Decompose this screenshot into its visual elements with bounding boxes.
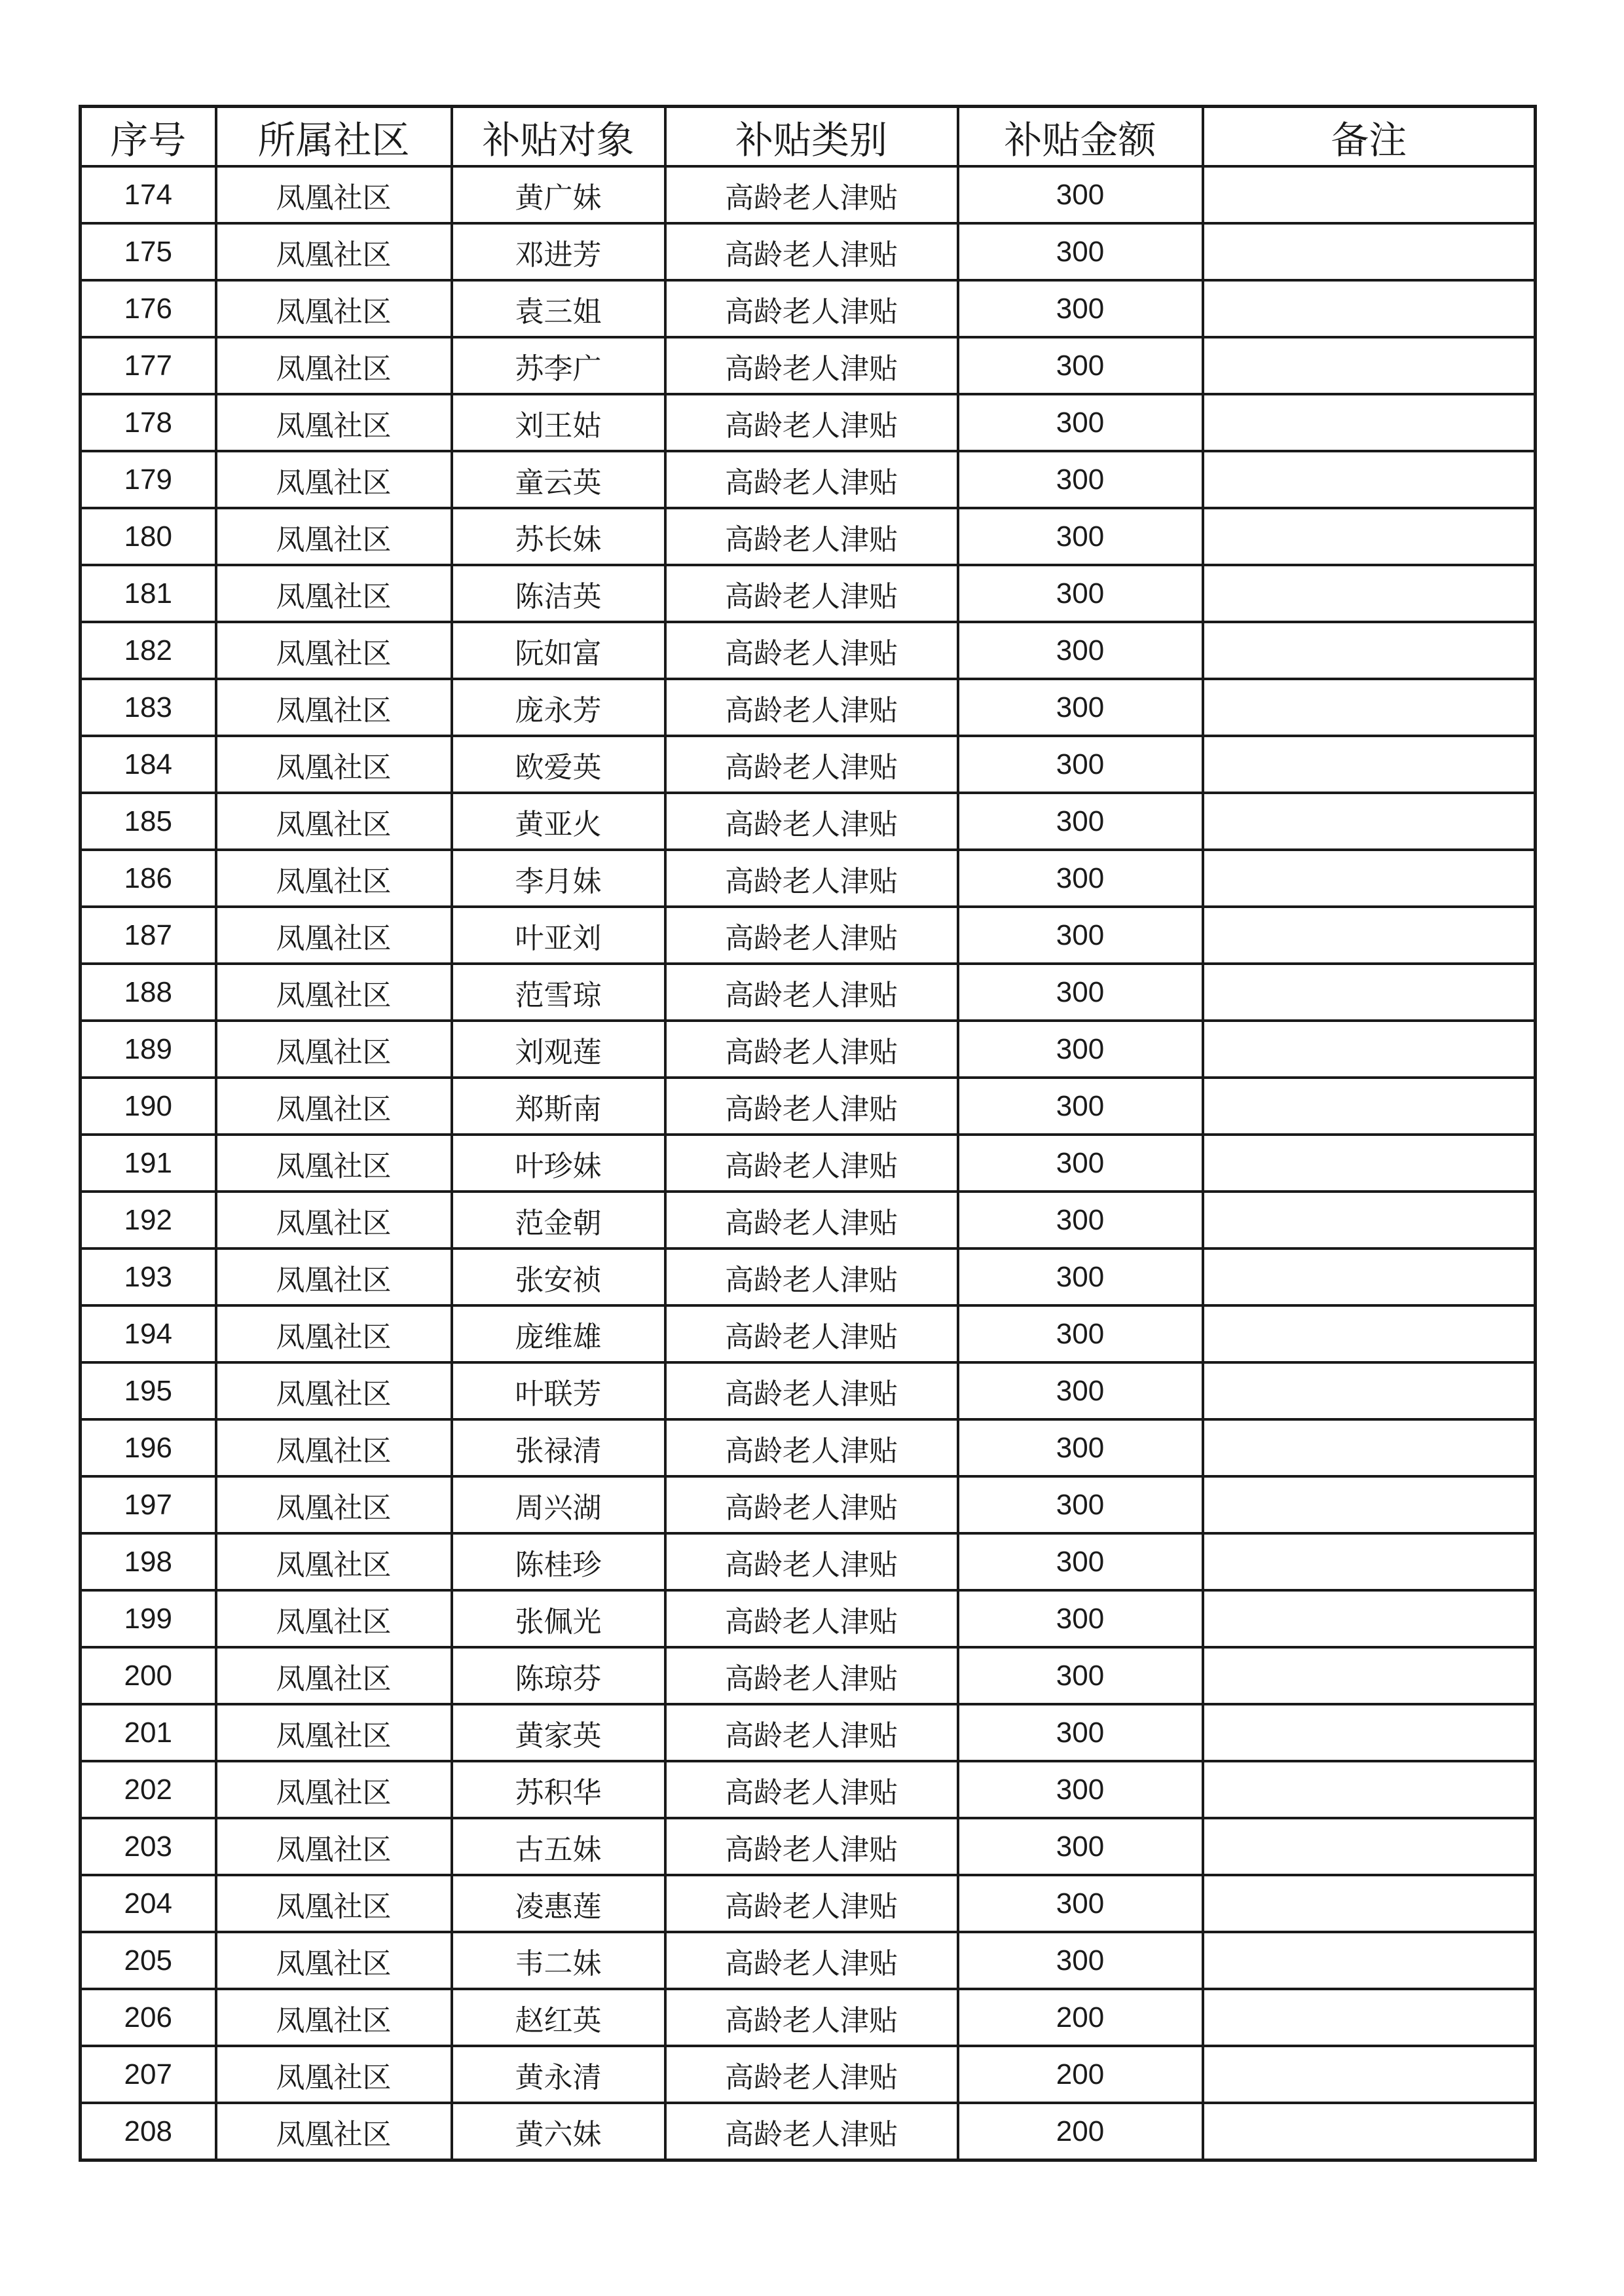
cell-category: 高龄老人津贴: [665, 679, 958, 736]
cell-recipient: 黄家英: [452, 1704, 665, 1761]
table-row: [81, 1647, 1536, 1704]
cell-note: [1203, 508, 1536, 565]
cell-serial-number: 208: [81, 2103, 216, 2160]
table-row: [81, 793, 1536, 850]
cell-amount: 300: [958, 1761, 1203, 1818]
table-header: [81, 107, 1536, 167]
cell-recipient: 赵红英: [452, 1989, 665, 2046]
cell-note: [1203, 793, 1536, 850]
cell-amount: 300: [958, 679, 1203, 736]
table-row: [81, 223, 1536, 280]
cell-recipient: 袁三姐: [452, 280, 665, 337]
cell-amount: 300: [958, 1419, 1203, 1476]
cell-serial-number: 184: [81, 736, 216, 793]
cell-note: [1203, 166, 1536, 223]
cell-community: 凤凰社区: [216, 1362, 452, 1419]
cell-category: 高龄老人津贴: [665, 1362, 958, 1419]
table-row: [81, 166, 1536, 223]
table-row: [81, 679, 1536, 736]
cell-recipient: 郑斯南: [452, 1078, 665, 1135]
cell-serial-number: 205: [81, 1932, 216, 1989]
table-row: [81, 2046, 1536, 2103]
cell-note: [1203, 907, 1536, 964]
cell-recipient: 叶亚刘: [452, 907, 665, 964]
cell-serial-number: 175: [81, 223, 216, 280]
cell-category: 高龄老人津贴: [665, 1305, 958, 1362]
cell-note: [1203, 2046, 1536, 2103]
cell-serial-number: 201: [81, 1704, 216, 1761]
table-row: [81, 508, 1536, 565]
cell-amount: 200: [958, 2046, 1203, 2103]
cell-note: [1203, 1078, 1536, 1135]
cell-recipient: 张安祯: [452, 1248, 665, 1305]
cell-community: 凤凰社区: [216, 1533, 452, 1590]
cell-recipient: 刘观莲: [452, 1021, 665, 1078]
cell-category: 高龄老人津贴: [665, 1476, 958, 1533]
cell-serial-number: 177: [81, 337, 216, 394]
cell-serial-number: 203: [81, 1818, 216, 1875]
cell-serial-number: 186: [81, 850, 216, 907]
cell-amount: 300: [958, 1590, 1203, 1647]
table-row: [81, 1875, 1536, 1932]
cell-category: 高龄老人津贴: [665, 793, 958, 850]
cell-category: 高龄老人津贴: [665, 736, 958, 793]
cell-recipient: 欧爱英: [452, 736, 665, 793]
table-row: [81, 1135, 1536, 1192]
cell-amount: 300: [958, 1135, 1203, 1192]
cell-serial-number: 197: [81, 1476, 216, 1533]
cell-recipient: 张禄清: [452, 1419, 665, 1476]
cell-note: [1203, 1932, 1536, 1989]
cell-amount: 300: [958, 223, 1203, 280]
cell-category: 高龄老人津贴: [665, 1647, 958, 1704]
cell-community: 凤凰社区: [216, 1818, 452, 1875]
cell-amount: 300: [958, 1192, 1203, 1248]
cell-recipient: 范金朝: [452, 1192, 665, 1248]
cell-note: [1203, 1305, 1536, 1362]
cell-note: [1203, 1362, 1536, 1419]
cell-community: 凤凰社区: [216, 907, 452, 964]
cell-category: 高龄老人津贴: [665, 166, 958, 223]
cell-serial-number: 178: [81, 394, 216, 451]
cell-community: 凤凰社区: [216, 1704, 452, 1761]
cell-community: 凤凰社区: [216, 394, 452, 451]
cell-amount: 300: [958, 1647, 1203, 1704]
cell-community: 凤凰社区: [216, 508, 452, 565]
cell-amount: 200: [958, 1989, 1203, 2046]
cell-amount: 300: [958, 622, 1203, 679]
cell-community: 凤凰社区: [216, 1419, 452, 1476]
cell-serial-number: 181: [81, 565, 216, 622]
cell-note: [1203, 1761, 1536, 1818]
cell-community: 凤凰社区: [216, 1647, 452, 1704]
cell-note: [1203, 964, 1536, 1021]
cell-serial-number: 192: [81, 1192, 216, 1248]
table-row: [81, 451, 1536, 508]
cell-serial-number: 194: [81, 1305, 216, 1362]
cell-category: 高龄老人津贴: [665, 280, 958, 337]
cell-recipient: 陈洁英: [452, 565, 665, 622]
cell-category: 高龄老人津贴: [665, 337, 958, 394]
cell-community: 凤凰社区: [216, 1192, 452, 1248]
cell-recipient: 苏积华: [452, 1761, 665, 1818]
cell-community: 凤凰社区: [216, 964, 452, 1021]
cell-category: 高龄老人津贴: [665, 223, 958, 280]
table-row: [81, 964, 1536, 1021]
table-row: [81, 1818, 1536, 1875]
cell-community: 凤凰社区: [216, 622, 452, 679]
cell-serial-number: 174: [81, 166, 216, 223]
cell-note: [1203, 2103, 1536, 2160]
cell-amount: 300: [958, 964, 1203, 1021]
cell-community: 凤凰社区: [216, 280, 452, 337]
table-row: [81, 1761, 1536, 1818]
cell-serial-number: 206: [81, 1989, 216, 2046]
cell-community: 凤凰社区: [216, 1761, 452, 1818]
cell-serial-number: 182: [81, 622, 216, 679]
header-serial-number: 序号: [81, 107, 216, 167]
cell-note: [1203, 1419, 1536, 1476]
cell-category: 高龄老人津贴: [665, 1135, 958, 1192]
header-community: 所属社区: [216, 107, 452, 167]
cell-note: [1203, 451, 1536, 508]
header-amount: 补贴金额: [958, 107, 1203, 167]
cell-serial-number: 199: [81, 1590, 216, 1647]
cell-serial-number: 183: [81, 679, 216, 736]
cell-note: [1203, 337, 1536, 394]
cell-category: 高龄老人津贴: [665, 1533, 958, 1590]
cell-serial-number: 180: [81, 508, 216, 565]
cell-community: 凤凰社区: [216, 2046, 452, 2103]
subsidy-table: [79, 105, 1537, 2162]
table-row: [81, 280, 1536, 337]
cell-serial-number: 191: [81, 1135, 216, 1192]
cell-community: 凤凰社区: [216, 1021, 452, 1078]
cell-category: 高龄老人津贴: [665, 1192, 958, 1248]
cell-recipient: 叶珍妹: [452, 1135, 665, 1192]
cell-note: [1203, 1248, 1536, 1305]
cell-amount: 300: [958, 337, 1203, 394]
cell-recipient: 庞维雄: [452, 1305, 665, 1362]
cell-community: 凤凰社区: [216, 793, 452, 850]
cell-category: 高龄老人津贴: [665, 565, 958, 622]
cell-community: 凤凰社区: [216, 2103, 452, 2160]
cell-community: 凤凰社区: [216, 1590, 452, 1647]
header-recipient: 补贴对象: [452, 107, 665, 167]
cell-note: [1203, 1476, 1536, 1533]
cell-note: [1203, 223, 1536, 280]
cell-recipient: 李月妹: [452, 850, 665, 907]
table-row: [81, 736, 1536, 793]
table-body: [81, 166, 1536, 2160]
header-note: 备注: [1203, 107, 1536, 167]
cell-serial-number: 187: [81, 907, 216, 964]
table-row: [81, 1932, 1536, 1989]
cell-amount: 300: [958, 1875, 1203, 1932]
cell-amount: 300: [958, 1305, 1203, 1362]
table-row: [81, 394, 1536, 451]
cell-serial-number: 198: [81, 1533, 216, 1590]
cell-category: 高龄老人津贴: [665, 2103, 958, 2160]
cell-category: 高龄老人津贴: [665, 1078, 958, 1135]
header-row: [81, 107, 1536, 167]
cell-community: 凤凰社区: [216, 451, 452, 508]
cell-note: [1203, 1875, 1536, 1932]
cell-category: 高龄老人津贴: [665, 1875, 958, 1932]
cell-category: 高龄老人津贴: [665, 1761, 958, 1818]
cell-category: 高龄老人津贴: [665, 1419, 958, 1476]
header-category: 补贴类别: [665, 107, 958, 167]
cell-note: [1203, 1533, 1536, 1590]
table-row: [81, 1704, 1536, 1761]
table-row: [81, 622, 1536, 679]
table-row: [81, 1078, 1536, 1135]
cell-amount: 300: [958, 1362, 1203, 1419]
cell-note: [1203, 1135, 1536, 1192]
cell-amount: 300: [958, 1021, 1203, 1078]
cell-category: 高龄老人津贴: [665, 451, 958, 508]
cell-serial-number: 188: [81, 964, 216, 1021]
cell-amount: 300: [958, 1818, 1203, 1875]
cell-note: [1203, 850, 1536, 907]
cell-community: 凤凰社区: [216, 223, 452, 280]
cell-note: [1203, 736, 1536, 793]
cell-recipient: 凌惠莲: [452, 1875, 665, 1932]
table-row: [81, 565, 1536, 622]
table-row: [81, 1305, 1536, 1362]
cell-serial-number: 193: [81, 1248, 216, 1305]
cell-amount: 300: [958, 1476, 1203, 1533]
cell-note: [1203, 1704, 1536, 1761]
cell-note: [1203, 1590, 1536, 1647]
cell-note: [1203, 565, 1536, 622]
table-row: [81, 1362, 1536, 1419]
cell-category: 高龄老人津贴: [665, 964, 958, 1021]
cell-note: [1203, 1989, 1536, 2046]
table-row: [81, 2103, 1536, 2160]
cell-amount: 300: [958, 1078, 1203, 1135]
cell-recipient: 黄广妹: [452, 166, 665, 223]
cell-amount: 300: [958, 451, 1203, 508]
cell-community: 凤凰社区: [216, 1305, 452, 1362]
cell-serial-number: 196: [81, 1419, 216, 1476]
cell-amount: 300: [958, 850, 1203, 907]
cell-community: 凤凰社区: [216, 565, 452, 622]
cell-serial-number: 185: [81, 793, 216, 850]
table-row: [81, 1192, 1536, 1248]
subsidy-table-container: [79, 105, 1534, 2162]
cell-recipient: 庞永芳: [452, 679, 665, 736]
cell-serial-number: 207: [81, 2046, 216, 2103]
table-row: [81, 907, 1536, 964]
cell-serial-number: 176: [81, 280, 216, 337]
cell-recipient: 张佩光: [452, 1590, 665, 1647]
cell-community: 凤凰社区: [216, 1989, 452, 2046]
cell-serial-number: 190: [81, 1078, 216, 1135]
table-row: [81, 1021, 1536, 1078]
cell-community: 凤凰社区: [216, 1078, 452, 1135]
cell-category: 高龄老人津贴: [665, 1932, 958, 1989]
cell-community: 凤凰社区: [216, 679, 452, 736]
cell-amount: 300: [958, 907, 1203, 964]
cell-community: 凤凰社区: [216, 337, 452, 394]
cell-category: 高龄老人津贴: [665, 508, 958, 565]
cell-community: 凤凰社区: [216, 1135, 452, 1192]
cell-amount: 300: [958, 508, 1203, 565]
table-row: [81, 1989, 1536, 2046]
cell-recipient: 韦二妹: [452, 1932, 665, 1989]
table-row: [81, 337, 1536, 394]
cell-amount: 200: [958, 2103, 1203, 2160]
cell-recipient: 阮如富: [452, 622, 665, 679]
cell-serial-number: 179: [81, 451, 216, 508]
cell-note: [1203, 679, 1536, 736]
cell-category: 高龄老人津贴: [665, 1248, 958, 1305]
table-row: [81, 1476, 1536, 1533]
table-row: [81, 1590, 1536, 1647]
cell-amount: 300: [958, 1704, 1203, 1761]
cell-note: [1203, 1021, 1536, 1078]
cell-amount: 300: [958, 1932, 1203, 1989]
cell-recipient: 叶联芳: [452, 1362, 665, 1419]
cell-category: 高龄老人津贴: [665, 2046, 958, 2103]
cell-note: [1203, 394, 1536, 451]
cell-amount: 300: [958, 1248, 1203, 1305]
cell-note: [1203, 1647, 1536, 1704]
cell-community: 凤凰社区: [216, 1248, 452, 1305]
cell-community: 凤凰社区: [216, 736, 452, 793]
cell-amount: 300: [958, 565, 1203, 622]
cell-amount: 300: [958, 394, 1203, 451]
cell-category: 高龄老人津贴: [665, 850, 958, 907]
cell-category: 高龄老人津贴: [665, 907, 958, 964]
cell-recipient: 邓进芳: [452, 223, 665, 280]
cell-recipient: 黄亚火: [452, 793, 665, 850]
cell-category: 高龄老人津贴: [665, 1021, 958, 1078]
cell-community: 凤凰社区: [216, 1476, 452, 1533]
cell-serial-number: 200: [81, 1647, 216, 1704]
cell-community: 凤凰社区: [216, 1875, 452, 1932]
cell-category: 高龄老人津贴: [665, 1989, 958, 2046]
cell-recipient: 陈琼芬: [452, 1647, 665, 1704]
cell-recipient: 范雪琼: [452, 964, 665, 1021]
cell-amount: 300: [958, 736, 1203, 793]
cell-note: [1203, 622, 1536, 679]
cell-recipient: 周兴湖: [452, 1476, 665, 1533]
cell-serial-number: 202: [81, 1761, 216, 1818]
cell-community: 凤凰社区: [216, 850, 452, 907]
cell-community: 凤凰社区: [216, 166, 452, 223]
table-row: [81, 1533, 1536, 1590]
cell-recipient: 刘王姑: [452, 394, 665, 451]
cell-amount: 300: [958, 166, 1203, 223]
cell-category: 高龄老人津贴: [665, 1818, 958, 1875]
table-row: [81, 850, 1536, 907]
table-row: [81, 1419, 1536, 1476]
cell-recipient: 苏李广: [452, 337, 665, 394]
cell-note: [1203, 1192, 1536, 1248]
cell-category: 高龄老人津贴: [665, 394, 958, 451]
cell-amount: 300: [958, 1533, 1203, 1590]
cell-amount: 300: [958, 280, 1203, 337]
cell-note: [1203, 280, 1536, 337]
table-row: [81, 1248, 1536, 1305]
cell-recipient: 苏长妹: [452, 508, 665, 565]
cell-category: 高龄老人津贴: [665, 622, 958, 679]
cell-serial-number: 204: [81, 1875, 216, 1932]
cell-note: [1203, 1818, 1536, 1875]
cell-serial-number: 195: [81, 1362, 216, 1419]
cell-recipient: 古五妹: [452, 1818, 665, 1875]
cell-recipient: 陈桂珍: [452, 1533, 665, 1590]
cell-serial-number: 189: [81, 1021, 216, 1078]
cell-recipient: 黄六妹: [452, 2103, 665, 2160]
cell-category: 高龄老人津贴: [665, 1590, 958, 1647]
cell-category: 高龄老人津贴: [665, 1704, 958, 1761]
cell-recipient: 黄永清: [452, 2046, 665, 2103]
cell-amount: 300: [958, 793, 1203, 850]
cell-community: 凤凰社区: [216, 1932, 452, 1989]
cell-recipient: 童云英: [452, 451, 665, 508]
